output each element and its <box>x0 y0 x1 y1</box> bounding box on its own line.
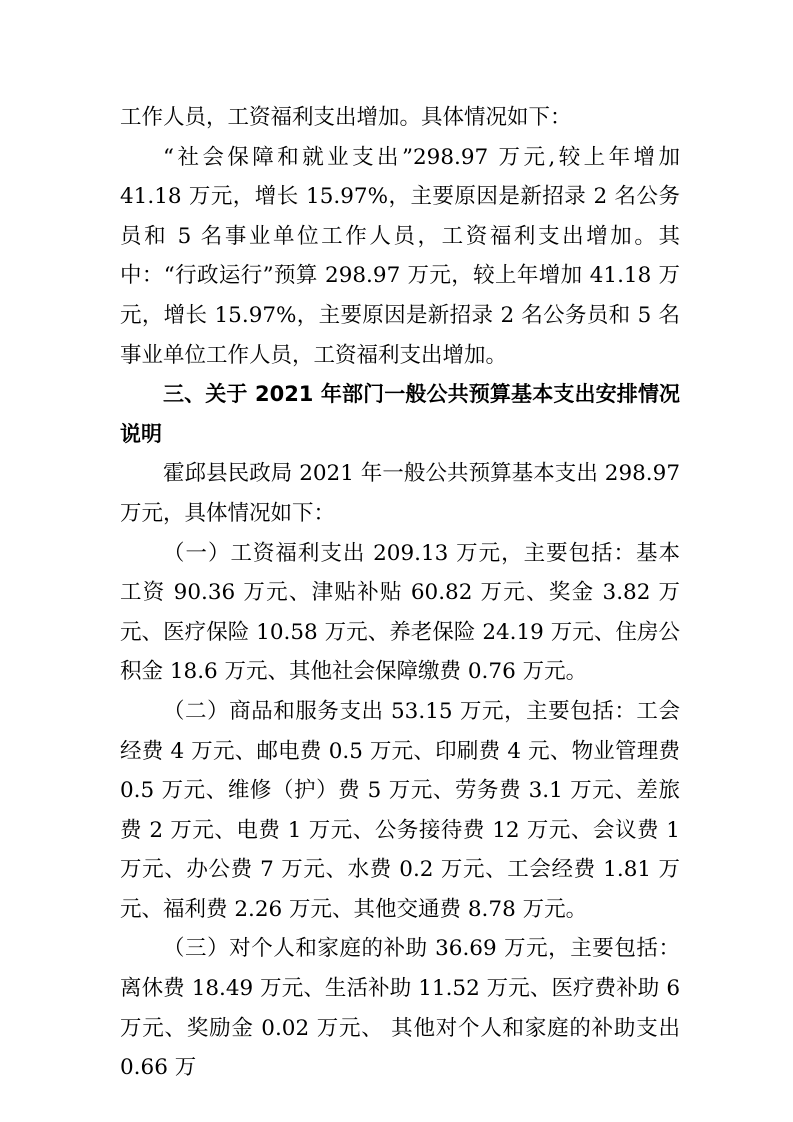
document-body <box>120 98 680 1088</box>
paragraph-continuation: 工作人员，工资福利支出增加。具体情况如下： <box>120 105 572 130</box>
paragraph-basic-expenditure-summary: 霍邱县民政局 2021 年一般公共预算基本支出 298.97 万元，具体情况如下： <box>120 461 680 526</box>
paragraph-salary-welfare: （一）工资福利支出 209.13 万元，主要包括：基本工资 90.36 万元、津贴补贴 60.82 万元、奖金 3.82 万元、医疗保险 10.58 万元、养老保险 24.19 万元、住房公积金 18.6 万元、其他社会保障缴费 0.76 万元。 <box>120 540 680 685</box>
paragraph-goods-services: （二）商品和服务支出 53.15 万元，主要包括：工会经费 4 万元、邮电费 0.5 万元、印刷费 4 元、物业管理费 0.5 万元、维修（护）费 5 万元、劳务费 3.1 万元、差旅费 2 万元、电费 1 万元、公务接待费 12 万元、会议费 1 万元、办公费 7 万元、水费 0.2 万元、工会经费 1.81 万元、福利费 2.26 万元、其他交通费 8.78 万元。 <box>120 698 680 922</box>
paragraph-social-security-expenditure: “社会保障和就业支出”298.97 万元,较上年增加 41.18 万元，增长 15.97%，主要原因是新招录 2 名公务员和 5 名事业单位工作人员，工资福利支出增加。其中：“行政运行”预算 298.97 万元，较上年增加 41.18 万元，增长 15.97%，主要原因是新招录 2 名公务员和 5 名事业单位工作人员，工资福利支出增加。 <box>120 144 680 368</box>
section-heading-basic-expenditure: 三、关于 2021 年部门一般公共预算基本支出安排情况说明 <box>120 382 680 446</box>
paragraph-personal-family-subsidy: （三）对个人和家庭的补助 36.69 万元，主要包括：离休费 18.49 万元、生活补助 11.52 万元、医疗费补助 6 万元、奖励金 0.02 万元、 其他对个人和家庭的补助支出 0.66 万 <box>120 936 680 1081</box>
